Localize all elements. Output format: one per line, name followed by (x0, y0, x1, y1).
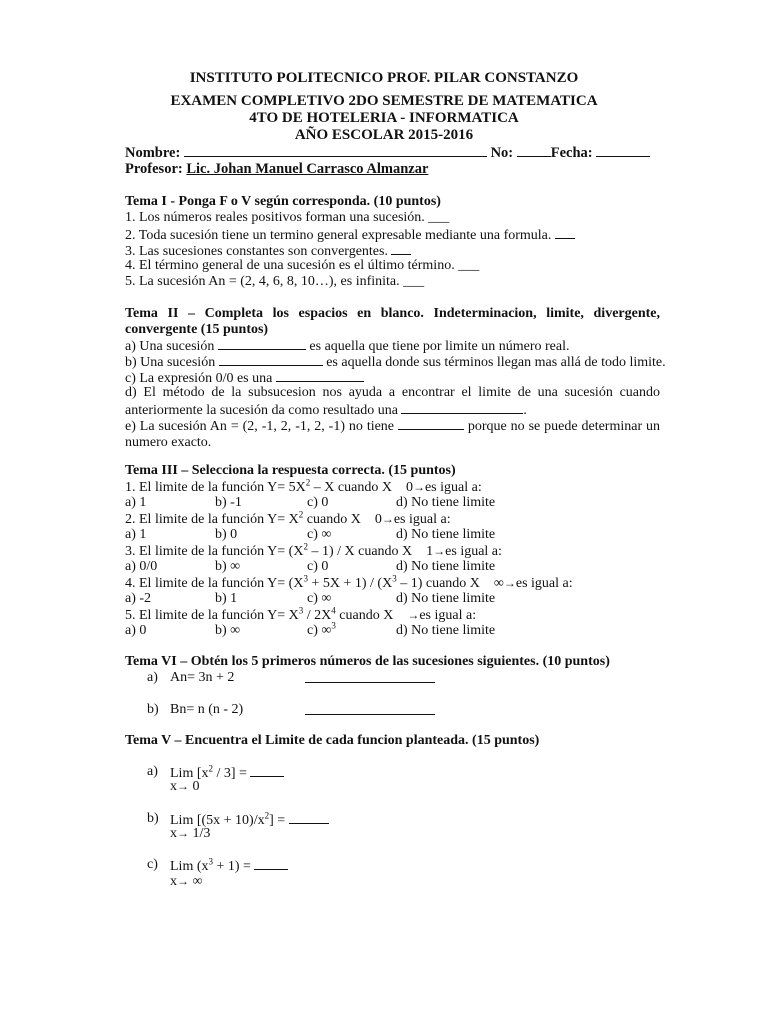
q3-pre: 3. El limite de la función Y= (X (125, 544, 304, 559)
q5-opt-c-exp: 3 (331, 620, 336, 631)
t5a-pre: Lim [x (170, 766, 209, 781)
q2-opt-d[interactable]: d) No tiene limite (396, 527, 496, 542)
arrow-icon: → (433, 544, 446, 558)
t5c-post: + 1) = (213, 859, 251, 874)
q1-opt-a[interactable]: a) 1 (125, 495, 147, 510)
q3-exp: 2 (303, 541, 308, 552)
tema1-item-2-text: 2. Toda sucesión tiene un termino general expresable mediante una formula. (125, 228, 552, 243)
teacher-line (125, 161, 428, 177)
tema5-a-blank[interactable] (250, 764, 284, 777)
q3-to: 1 (426, 544, 434, 559)
q3-opt-b[interactable]: b) ∞ (215, 559, 241, 574)
tema5-b-label: b) (147, 811, 159, 826)
q1-post: – X cuando X (310, 480, 392, 495)
tema3-title: Tema III – Selecciona la respuesta correcta. (15 puntos) (125, 463, 456, 478)
tema3-q4 (125, 575, 573, 592)
name-blank[interactable] (184, 144, 487, 157)
q4-end: es igual a: (515, 576, 573, 591)
q2-exp: 2 (298, 509, 304, 520)
tema5-title: Tema V – Encuentra el Limite de cada funcion planteada. (15 puntos) (125, 733, 540, 748)
tema5-c-label: c) (147, 857, 158, 872)
institution-title: INSTITUTO POLITECNICO PROF. PILAR CONSTANZO (189, 70, 579, 86)
q5-exp1: 3 (298, 605, 304, 616)
tema4-a-blank[interactable] (305, 670, 435, 683)
q4-opt-d[interactable]: d) No tiene limite (396, 591, 496, 606)
school-year: AÑO ESCOLAR 2015-2016 (294, 127, 474, 143)
q4-exp1: 3 (303, 573, 308, 584)
arrow-icon: → (177, 779, 189, 793)
tema3-q2 (125, 511, 451, 528)
date-blank[interactable] (596, 144, 650, 157)
q5-opt-c[interactable] (307, 620, 336, 639)
q5-opt-d[interactable]: d) No tiene limite (396, 623, 496, 638)
q4-opt-c[interactable]: c) ∞ (307, 591, 332, 606)
tema1-item-5: 5. La sucesión An = (2, 4, 6, 8, 10…), es infinita. ___ (125, 274, 425, 289)
arrow-icon: → (412, 480, 425, 494)
q2-opt-c[interactable]: c) ∞ (307, 527, 332, 542)
q1-opt-b[interactable]: b) -1 (215, 495, 242, 510)
tema1-item-4: 4. El término general de una sucesión es el último término. ___ (125, 258, 480, 273)
tema2-d: d) El método de la subsucesion nos ayuda a encontrar el limite de una sucesión cuando anteriormente la sucesión da como resultado una . (125, 385, 660, 418)
tema2-b-blank[interactable] (219, 353, 323, 366)
q1-opt-d[interactable]: d) No tiene limite (396, 495, 496, 510)
t5a-to: 0 (192, 779, 200, 794)
tema2-a-post: es aquella que tiene por limite un número real. (309, 339, 570, 354)
t5b-pre: Lim [(5x + 10)/x (170, 813, 265, 828)
t5c-x: x (170, 874, 177, 889)
t5b-post: ] = (269, 813, 286, 828)
t5b-to: 1/3 (192, 826, 211, 841)
tema2-a-pre: a) Una sucesión (125, 339, 215, 354)
q3-end: es igual a: (445, 544, 502, 559)
q1-to: 0 (405, 480, 413, 495)
exam-title: EXAMEN COMPLETIVO 2DO SEMESTRE DE MATEMATICA (170, 93, 598, 109)
tema5-c-blank[interactable] (254, 857, 288, 870)
tema1-item-3-text: 3. Las sucesiones constantes son convergentes. (125, 244, 388, 259)
tema4-a-expr: An= 3n + 2 (170, 670, 235, 685)
arrow-icon: → (407, 608, 420, 622)
arrow-icon: → (177, 874, 189, 888)
tema5-a-label: a) (147, 764, 158, 779)
q5-exp2: 4 (331, 605, 336, 616)
q4-to: ∞ (493, 576, 504, 591)
q5-opt-c-text: c) ∞ (307, 623, 332, 638)
tema1-item-2-blank[interactable] (555, 226, 575, 239)
q2-end: es igual a: (393, 512, 451, 527)
q4-opt-b[interactable]: b) 1 (215, 591, 238, 606)
t5c-exp: 3 (208, 856, 213, 867)
tema4-b-label: b) (147, 702, 159, 717)
t5a-post: / 3] = (213, 766, 247, 781)
course-title: 4TO DE HOTELERIA - INFORMATICA (249, 110, 519, 126)
q1-end: es igual a: (424, 480, 482, 495)
tema2-e (125, 417, 660, 451)
tema3-q5 (125, 607, 476, 624)
q2-opt-b[interactable]: b) 0 (215, 527, 238, 542)
t5b-x: x (170, 826, 177, 841)
tema2-e-pre: e) La sucesión An = (2, -1, 2, -1, 2, -1) no tiene (125, 419, 395, 434)
q1-opt-c[interactable]: c) 0 (307, 495, 329, 510)
tema4-title: Tema VI – Obtén los 5 primeros números de las sucesiones siguientes. (10 puntos) (125, 654, 610, 669)
q4-pre: 4. El limite de la función Y= (X (125, 576, 304, 591)
date-label: Fecha: (550, 145, 593, 161)
q2-post: cuando X (303, 512, 361, 527)
q5-end: es igual a: (419, 608, 477, 623)
tema2-d-blank[interactable] (401, 401, 523, 414)
tema3-q1 (125, 479, 482, 496)
tema2-title: Tema II – Completa los espacios en blanco. Indeterminacion, limite, divergente, convergente (15 puntos) (125, 306, 660, 337)
q4-exp2: 3 (392, 573, 397, 584)
t5b-exp: 2 (264, 810, 270, 821)
t5c-to: ∞ (192, 874, 203, 889)
tema1-title: Tema I - Ponga F o V según corresponda. (10 puntos) (125, 194, 441, 209)
tema5-c-sub (170, 873, 202, 890)
tema4-a-answer[interactable] (305, 670, 435, 688)
q1-pre: 1. El limite de la función Y= 5X (125, 480, 306, 495)
tema3-q3 (125, 543, 502, 560)
tema5-a-sub (170, 778, 200, 795)
q2-to: 0 (374, 512, 382, 527)
q5-pre: 5. El limite de la función Y= X (125, 608, 299, 623)
tema2-d-text: d) El método de la subsucesion nos ayuda a encontrar el limite de una sucesión cuando anteriormente la sucesión da como resultado una (125, 385, 660, 418)
no-label: No: (490, 145, 514, 161)
q4-post: – 1) cuando X (396, 576, 480, 591)
tema4-b-expr: Bn= n (n - 2) (170, 702, 244, 717)
q5-opt-a[interactable]: a) 0 (125, 623, 147, 638)
arrow-icon: → (503, 576, 516, 590)
no-blank[interactable] (517, 144, 551, 157)
tema2-b-pre: b) Una sucesión (125, 355, 216, 370)
tema2-a-blank[interactable] (218, 337, 306, 350)
tema4-b-blank[interactable] (305, 702, 435, 715)
t5a-exp: 2 (208, 763, 213, 774)
tema5-b-blank[interactable] (289, 811, 329, 824)
q4-mid: + 5X + 1) / (X (307, 576, 393, 591)
tema2-c-blank[interactable] (276, 369, 364, 382)
q3-opt-d[interactable]: d) No tiene limite (396, 559, 496, 574)
tema1-item-3-blank[interactable] (391, 242, 411, 255)
q5-opt-b[interactable]: b) ∞ (215, 623, 241, 638)
q1-exp: 2 (305, 477, 311, 488)
student-info-line (125, 144, 650, 161)
q2-pre: 2. El limite de la función Y= X (125, 512, 299, 527)
teacher-name: Lic. Johan Manuel Carrasco Almanzar (186, 161, 429, 177)
t5c-pre: Lim (x (170, 859, 209, 874)
q3-opt-a[interactable]: a) 0/0 (125, 559, 158, 574)
teacher-label: Profesor: (125, 161, 183, 177)
tema2-b-post: es aquella donde sus términos llegan mas allá de todo limite. (326, 355, 666, 370)
q4-opt-a[interactable]: a) -2 (125, 591, 152, 606)
tema2-e-post: porque no se puede determinar un numero exacto. (125, 419, 661, 450)
tema2-e-blank[interactable] (398, 417, 464, 430)
name-label: Nombre: (125, 145, 181, 161)
tema2-c-pre: c) La expresión 0/0 es una (125, 371, 273, 386)
q5-mid: / 2X (303, 608, 332, 623)
tema5-b-sub (170, 825, 210, 842)
tema1-item-1: 1. Los números reales positivos forman una sucesión. ___ (125, 210, 450, 225)
q3-post: – 1) / X cuando X (307, 544, 413, 559)
q3-opt-c[interactable]: c) 0 (307, 559, 329, 574)
tema4-b-answer[interactable] (305, 702, 435, 720)
t5a-x: x (170, 779, 177, 794)
arrow-icon: → (177, 826, 189, 840)
tema4-a-label: a) (147, 670, 158, 685)
q2-opt-a[interactable]: a) 1 (125, 527, 147, 542)
q5-post: cuando X (335, 608, 394, 623)
arrow-icon: → (381, 512, 394, 526)
